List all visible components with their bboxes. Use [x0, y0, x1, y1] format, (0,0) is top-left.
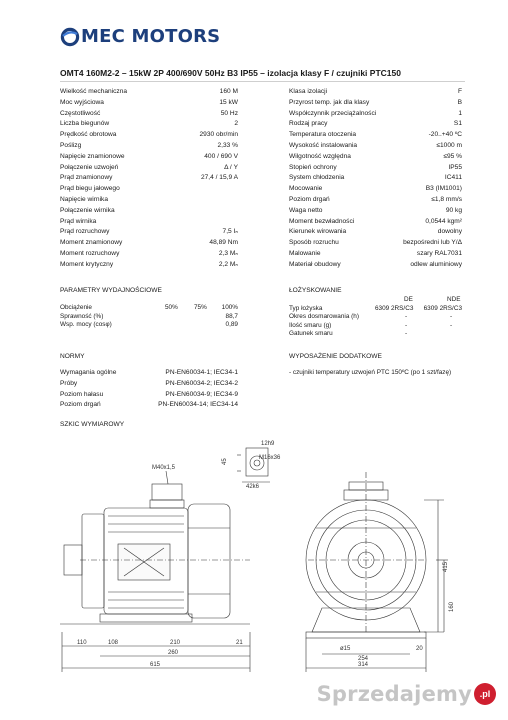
grease-amount-nde: - [450, 321, 453, 329]
spec-left-row [60, 163, 238, 174]
watermark-tld: .pl [479, 689, 491, 699]
grease-type-row [289, 330, 462, 339]
spec-left-row [60, 184, 238, 195]
spec-right-value: odlew aluminiowy [410, 260, 462, 268]
norm-value: PN-EN60034-2; IEC34-2 [165, 379, 238, 387]
spec-left-label: Moment znamionowy [60, 239, 123, 247]
spec-left-row [60, 119, 238, 130]
dim-thread: M16x36 [259, 455, 281, 461]
spec-right-value: S1 [453, 120, 462, 128]
efficiency-value: 88,7 [225, 312, 238, 320]
efficiency-row [60, 313, 238, 322]
spec-left-row [60, 206, 238, 217]
spec-left-row [60, 195, 238, 206]
regrease-label: Okres dosmarowania (h) [289, 313, 359, 321]
spec-right-row [289, 141, 462, 152]
spec-right-label: Wysokość instalowania [289, 141, 358, 149]
power-factor-row [60, 321, 238, 330]
regrease-nde: - [450, 313, 453, 321]
spec-left-label: Połączenie wirnika [60, 206, 115, 214]
spec-left-label: Wielkość mechaniczna [60, 88, 128, 95]
spec-right-row [289, 260, 462, 271]
dim-key: 12h9 [261, 441, 275, 447]
spec-left-value: 2,2 Mₙ [218, 260, 238, 268]
spec-right-label: Malowanie [289, 249, 321, 257]
norm-row [60, 369, 238, 380]
bearing-type-de: 6309 2RS/C3 [375, 304, 414, 312]
dim-21: 21 [236, 640, 243, 646]
spec-right-row [289, 152, 462, 163]
spec-right-value: B [457, 98, 462, 106]
watermark [317, 682, 496, 706]
spec-right-label: Współczynnik przeciążalności [289, 109, 377, 117]
spec-left-row [60, 227, 238, 238]
spec-left-label: Napięcie wirnika [60, 195, 109, 203]
spec-left-row [60, 109, 238, 120]
spec-left-label: Prąd biegu jałowego [60, 185, 120, 193]
bearing-type-row [289, 305, 462, 314]
spec-right-value: bezpośredni lub Y/Δ [403, 239, 462, 247]
norm-label: Wymagania ogólne [60, 369, 117, 376]
spec-right-label: Mocowanie [289, 185, 323, 193]
bearing-type-nde: 6309 2RS/C3 [423, 304, 462, 312]
spec-left-value: 2,33 % [217, 141, 238, 149]
power-factor-label: Wsp. mocy (cosφ) [60, 321, 112, 329]
spec-left-label: Częstotliwość [60, 109, 101, 117]
norm-row [60, 380, 238, 391]
spec-right-value: B3 (IM1001) [425, 185, 462, 193]
efficiency-table [60, 304, 238, 330]
spec-left-value: 2 [234, 120, 238, 128]
spec-right-row [289, 173, 462, 184]
bearing-type-label: Typ łożyska [289, 304, 323, 312]
dim-160: 160 [449, 601, 455, 612]
spec-left-value: 50 Hz [220, 109, 238, 117]
spec-left-label: Prąd wirnika [60, 217, 97, 225]
spec-right-label: Przyrost temp. jak dla klasy [289, 98, 370, 106]
spec-right-value: F [457, 88, 462, 95]
spec-left-label: Prędkość obrotowa [60, 131, 117, 139]
spec-left-value: 400 / 690 V [204, 152, 238, 160]
bearings-title: ŁOŻYSKOWANIE [289, 287, 342, 294]
dim-110: 110 [77, 640, 87, 646]
efficiency-header-50: 50% [165, 304, 178, 311]
spec-right-value: 90 kg [445, 206, 462, 214]
dim-108: 108 [108, 640, 119, 646]
spec-right-row [289, 98, 462, 109]
efficiency-title: PARAMETRY WYDAJNOŚCIOWE [60, 287, 162, 294]
bearings-table [289, 296, 462, 339]
spec-left-value: Δ / Y [224, 163, 238, 171]
norms-title: NORMY [60, 353, 85, 360]
title-divider [60, 81, 465, 82]
watermark-text: Sprzedajemy [316, 682, 472, 706]
spec-left-row [60, 98, 238, 109]
motor-side-view [60, 465, 250, 624]
norms-list [60, 369, 238, 412]
dim-210: 210 [170, 640, 181, 646]
spec-left-value: 48,89 Nm [209, 239, 238, 247]
dim-45: 45 [222, 458, 228, 465]
spec-right-value: dowolny [437, 228, 462, 236]
spec-left-label: Napięcie znamionowe [60, 152, 125, 160]
spec-right-label: Rodzaj pracy [289, 120, 328, 128]
grease-amount-label: Ilość smaru (g) [289, 321, 332, 329]
extras-title: WYPOSAŻENIE DODATKOWE [289, 353, 382, 360]
grease-type-de: - [405, 330, 408, 338]
efficiency-header-load: Obciążenie [60, 304, 92, 311]
spec-right-row [289, 217, 462, 228]
norm-label: Poziom drgań [60, 401, 101, 409]
brand-logo [60, 26, 220, 47]
spec-left-row [60, 130, 238, 141]
dim-shaft: 42k6 [246, 484, 260, 490]
grease-type-label: Gatunek smaru [289, 330, 333, 338]
spec-right-value: -20..+40 ºC [428, 131, 462, 139]
brand-logo-o-icon [60, 27, 80, 47]
spec-right-value: 0,0544 kgm² [425, 217, 462, 225]
spec-left-label: Liczba biegunów [60, 120, 110, 128]
efficiency-header-75: 75% [194, 304, 207, 311]
spec-left-label: Połączenie uzwojeń [60, 163, 119, 171]
spec-left-label: Moment rozruchowy [60, 249, 120, 257]
bearings-header-nde: NDE [447, 296, 461, 303]
spec-left-value: 160 M [219, 88, 238, 95]
norm-label: Poziom hałasu [60, 390, 104, 398]
shaft-key-detail [222, 441, 281, 490]
spec-left-value: 7,5 Iₙ [222, 228, 238, 236]
spec-right-label: Kierunek wirowania [289, 228, 347, 236]
spec-left-value: 15 kW [219, 98, 238, 106]
spec-list-left [60, 87, 238, 271]
spec-left-row [60, 141, 238, 152]
efficiency-header-100: 100% [221, 304, 238, 311]
spec-right-label: Temperatura otoczenia [289, 131, 357, 139]
spec-left-row [60, 260, 238, 271]
spec-right-row [289, 227, 462, 238]
spec-right-row [289, 184, 462, 195]
spec-right-value: ≤1000 m [436, 141, 462, 149]
spec-right-label: Wilgotność względna [289, 152, 351, 160]
spec-right-row [289, 206, 462, 217]
spec-right-row [289, 195, 462, 206]
spec-left-row [60, 249, 238, 260]
brand-name: MEC MOTORS [81, 26, 221, 47]
bearings-header-de: DE [404, 296, 413, 303]
spec-right-label: Moment bezwładności [289, 217, 355, 225]
spec-right-row [289, 109, 462, 120]
spec-right-label: Poziom drgań [289, 195, 330, 203]
dim-20: 20 [416, 646, 423, 652]
spec-right-row [289, 87, 462, 98]
spec-left-label: Poślizg [60, 141, 82, 149]
dimension-drawing [60, 432, 470, 689]
grease-amount-row [289, 322, 462, 331]
spec-right-value: szary RAL7031 [416, 249, 462, 257]
norm-value: PN-EN60034-9; IEC34-9 [165, 390, 238, 398]
spec-right-label: Waga netto [289, 206, 323, 214]
drawing-title: SZKIC WYMIAROWY [60, 421, 125, 428]
spec-right-label: Stopień ochrony [289, 163, 337, 171]
dim-415: 415 [443, 561, 449, 572]
spec-right-value: IP55 [448, 163, 462, 171]
spec-left-row [60, 238, 238, 249]
spec-left-value: 2930 obr/min [199, 131, 238, 139]
product-title: OMT4 160M2-2 – 15kW 2P 400/690V 50Hz B3 IP55 – izolacja klasy F / czujniki PTC150 [60, 68, 401, 78]
efficiency-label: Sprawność (%) [60, 312, 104, 320]
spec-left-label: Prąd znamionowy [60, 174, 113, 182]
spec-left-label: Moc wyjściowa [60, 98, 104, 106]
norm-value: PN-EN60034-14; IEC34-14 [158, 401, 238, 409]
spec-right-value: IC411 [444, 174, 462, 182]
spec-right-value: 1 [458, 109, 462, 117]
spec-right-label: Sposób rozruchu [289, 239, 339, 247]
dim-314: 314 [358, 662, 369, 668]
spec-left-label: Prąd rozruchowy [60, 228, 110, 236]
dim-615: 615 [150, 662, 161, 668]
spec-right-label: Klasa izolacji [289, 88, 328, 95]
watermark-tld-badge [474, 683, 496, 705]
norm-row [60, 391, 238, 402]
spec-right-value: ≤95 % [443, 152, 462, 160]
spec-right-label: Materiał obudowy [289, 260, 341, 268]
norm-label: Próby [60, 379, 78, 387]
spec-right-row [289, 119, 462, 130]
spec-left-row [60, 152, 238, 163]
motor-front-view [306, 472, 455, 638]
dim-254: 254 [358, 656, 369, 662]
dim-260: 260 [168, 650, 179, 656]
bearings-header-row [289, 296, 462, 305]
spec-list-right [289, 87, 462, 271]
spec-right-label: System chłodzenia [289, 174, 345, 182]
motor-dimension-drawing [60, 432, 470, 684]
spec-right-row [289, 238, 462, 249]
power-factor-value: 0,89 [225, 321, 238, 329]
norm-value: PN-EN60034-1; IEC34-1 [165, 369, 238, 376]
grease-amount-de: - [405, 321, 408, 329]
spec-right-row [289, 130, 462, 141]
norm-row [60, 401, 238, 412]
spec-right-row [289, 249, 462, 260]
spec-left-row [60, 87, 238, 98]
spec-right-value: ≤1,8 mm/s [431, 195, 462, 203]
spec-left-label: Moment krytyczny [60, 260, 114, 268]
extras-item: - czujniki temperatury uzwojeń PTC 150ºC (po 1 szt/fazę) [289, 369, 452, 376]
dim-d15: ø15 [340, 646, 351, 652]
spec-left-value: 27,4 / 15,9 A [200, 174, 238, 182]
spec-right-row [289, 163, 462, 174]
spec-left-row [60, 173, 238, 184]
regrease-row [289, 313, 462, 322]
efficiency-header-row [60, 304, 238, 313]
spec-left-value: 2,3 Mₙ [218, 249, 238, 257]
spec-left-row [60, 217, 238, 228]
dim-gland: M40x1,5 [152, 465, 176, 471]
regrease-de: - [405, 313, 408, 321]
